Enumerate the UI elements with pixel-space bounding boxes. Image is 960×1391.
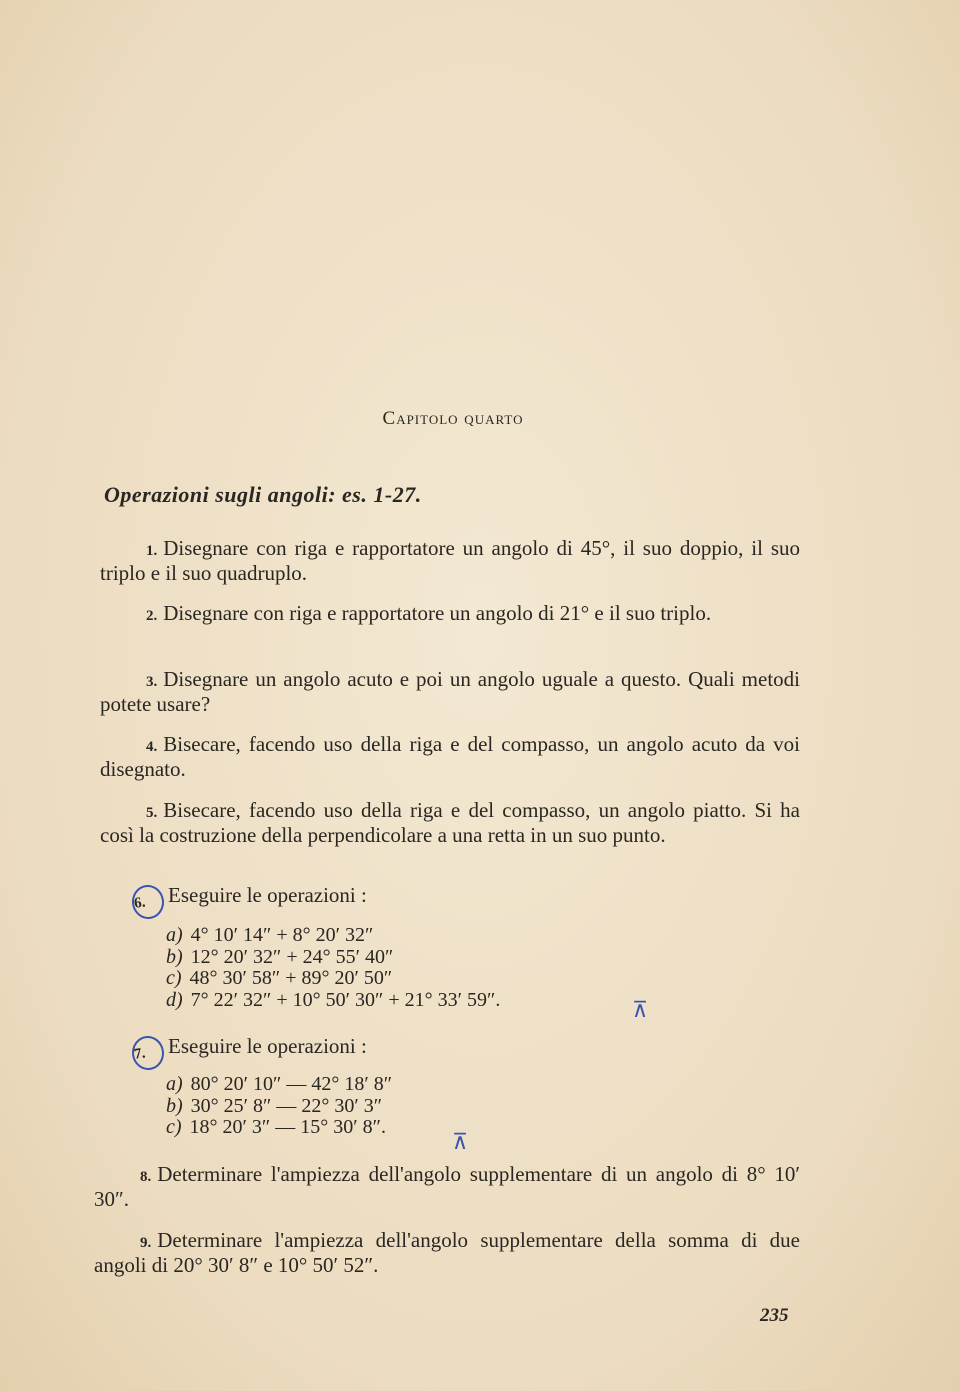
section-title: Operazioni sugli angoli: es. 1-27. [104,482,422,507]
circled-exercise-number: 7. [130,1034,166,1072]
exercise-3 [100,668,800,715]
operation-row [166,968,500,990]
exercise-text: Eseguire le operazioni : [168,883,367,907]
circled-exercise-number: 6. [130,883,166,921]
exercise-text: Eseguire le operazioni : [168,1034,367,1058]
exercise-text: Disegnare un angolo acuto e poi un angolo uguale a questo. Quali metodi potete usare? [100,667,800,716]
operation-expression: 4° 10′ 14″ + 8° 20′ 32″ [190,924,374,946]
operation-row [166,990,500,1012]
exercise-text: Bisecare, facendo uso della riga e del compasso, un angolo acuto da voi disegnato. [100,732,800,781]
exercise-text: Bisecare, facendo uso della riga e del compasso, un angolo piatto. Si ha così la costruzione della perpendicolare a una retta in un suo punto. [100,798,800,847]
exercise-number: 5. [146,805,158,821]
exercise-text: Disegnare con riga e rapportatore un angolo di 45°, il suo doppio, il suo triplo e il suo quadruplo. [100,536,800,585]
exercise-4 [100,733,800,780]
exercise-7-operations [166,1074,392,1139]
exercise-1 [100,537,800,584]
operation-expression: 18° 20′ 3″ — 15° 30′ 8″. [189,1116,386,1138]
exercise-6-operations [166,925,500,1011]
exercise-text: Disegnare con riga e rapportatore un angolo di 21° e il suo triplo. [163,601,712,625]
operation-row [166,947,500,969]
exercise-9 [94,1229,800,1276]
exercise-number: 4. [146,739,158,755]
exercise-number: 3. [146,674,158,690]
operation-label: c) [166,967,182,989]
exercise-number: 9. [140,1235,152,1251]
pen-tick-mark-icon: ⊼ [452,1130,469,1155]
operation-label: c) [166,1116,182,1138]
exercise-number: 8. [140,1169,152,1185]
exercise-6 [100,884,800,919]
operation-label: a) [166,924,183,946]
exercise-7 [100,1035,800,1070]
operation-expression: 7° 22′ 32″ + 10° 50′ 30″ + 21° 33′ 59″. [190,988,501,1011]
chapter-title: Capitolo quarto [382,408,524,429]
operation-row [166,1117,392,1139]
exercise-5 [100,799,800,846]
exercise-text: Determinare l'ampiezza dell'angolo supplementare di un angolo di 8° 10′ 30″. [94,1162,800,1211]
pen-tick-mark-icon: ⊼ [632,998,649,1023]
operation-expression: 12° 20′ 32″ + 24° 55′ 40″ [190,945,394,968]
operation-label: b) [166,1094,183,1117]
operation-expression: 80° 20′ 10″ — 42° 18′ 8″ [190,1073,393,1095]
operation-label: b) [166,945,183,968]
operation-row [166,1096,392,1118]
operation-row [166,1074,392,1096]
operation-expression: 48° 30′ 58″ + 89° 20′ 50″ [189,967,393,989]
operation-label: a) [166,1073,183,1095]
exercise-text: Determinare l'ampiezza dell'angolo supplementare della somma di due angoli di 20° 30′ 8″ e 10° 50′ 52″. [94,1228,800,1277]
operation-label: d) [166,988,183,1011]
operation-row [166,925,500,947]
exercise-number: 1. [146,543,158,559]
page-number: 235 [760,1305,789,1326]
exercise-2 [100,602,800,627]
operation-expression: 30° 25′ 8″ — 22° 30′ 3″ [190,1094,383,1117]
exercise-8 [94,1163,800,1210]
exercise-number: 2. [146,608,158,624]
